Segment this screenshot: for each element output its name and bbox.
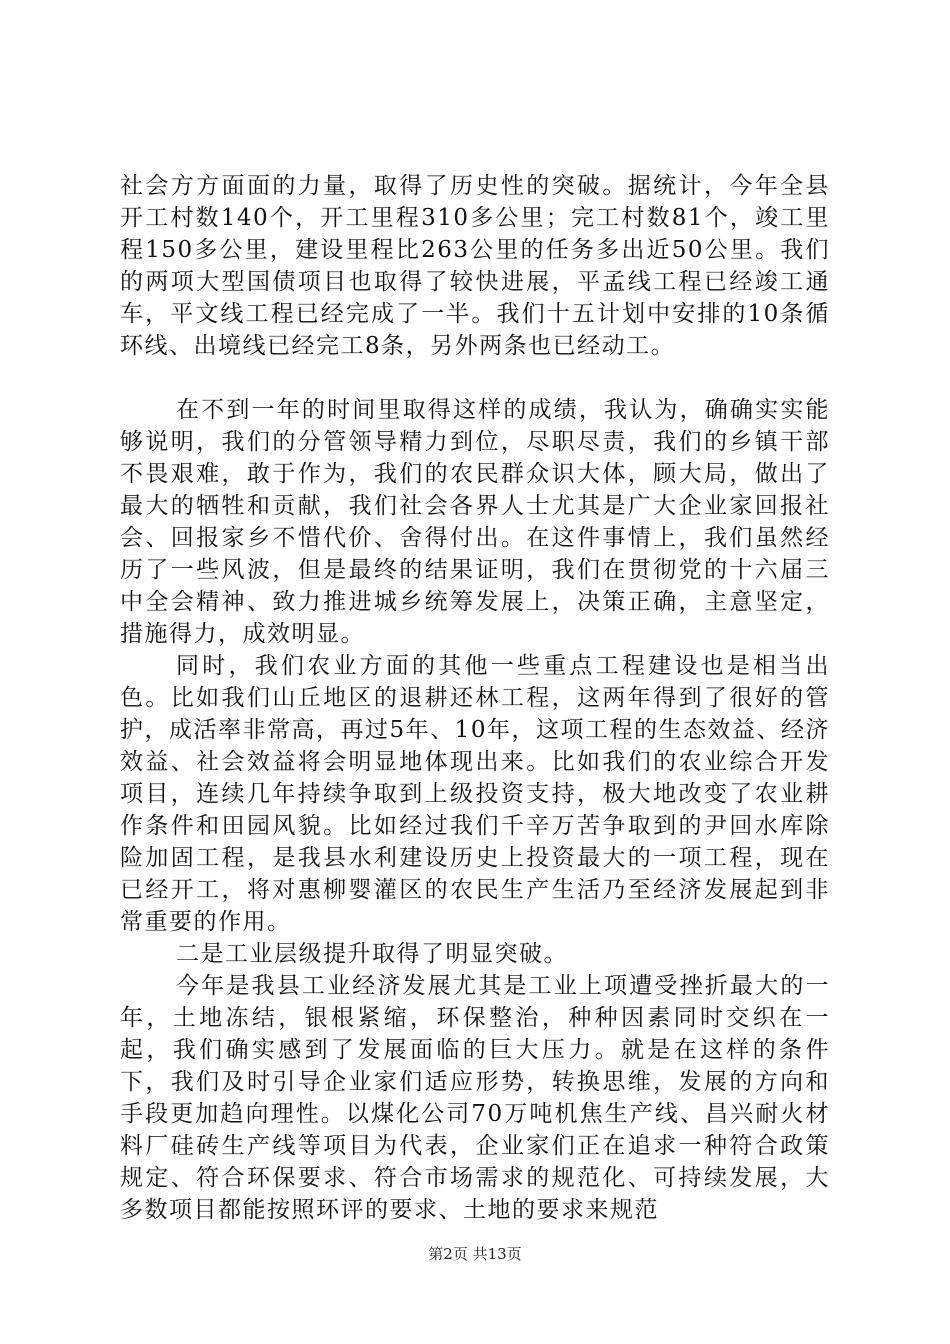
paragraph-achievements: 在不到一年的时间里取得这样的成绩，我认为，确确实实能够说明，我们的分管领导精力到位，尽职尽责，我们的乡镇干部不畏艰难，敢于作为，我们的农民群众识大体，顾大局，做出了最大的牺牲和贡献，我们社会各界人士尤其是广大企业家回报社会、回报家乡不惜代价、舍得付出。在这件事情上，我们虽然经历了一些风波，但是最终的结果证明，我们在贯彻党的十六届三中全会精神、致力推进城乡统筹发展上，决策正确，主意坚定，措施得力，成效明显。 — [120, 397, 830, 647]
document-body — [120, 170, 830, 1226]
paragraph-road-construction: 社会方方面面的力量，取得了历史性的突破。据统计，今年全县开工村数140个，开工里程310多公里；完工村数81个，竣工里程150多公里，建设里程比263公里的任务多出近50公里。我们的两项大型国债项目也取得了较快进展，平孟线工程已经竣工通车，平文线工程已经完成了一半。我们十五计划中安排的10条循环线、出境线已经完工8条，另外两条也已经动工。 — [120, 173, 830, 359]
section-heading-industry: 二是工业层级提升取得了明显突破。 — [176, 941, 568, 967]
paragraph-agriculture-projects: 同时，我们农业方面的其他一些重点工程建设也是相当出色。比如我们山丘地区的退耕还林工程，这两年得到了很好的管护，成活率非常高，再过5年、10年，这项工程的生态效益、经济效益、社会效益将会明显地体现出来。比如我们的农业综合开发项目，连续几年持续争取到上级投资支持，极大地改变了农业耕作条件和田园风貌。比如经过我们千辛万苦争取到的尹回水库除险加固工程，是我县水利建设历史上投资最大的一项工程，现在已经开工，将对惠柳婴灌区的农民生产生活乃至经济发展起到非常重要的作用。 — [120, 653, 830, 935]
page-number-footer: 第2页 共13页 — [428, 1245, 522, 1263]
paragraph-industry: 今年是我县工业经济发展尤其是工业上项遭受挫折最大的一年，土地冻结，银根紧缩，环保整治，种种因素同时交织在一起，我们确实感到了发展面临的巨大压力。就是在这样的条件下，我们及时引导企业家们适应形势，转换思维，发展的方向和手段更加趋向理性。以煤化公司70万吨机焦生产线、昌兴耐火材料厂硅砖生产线等项目为代表，企业家们正在追求一种符合政策规定、符合环保要求、符合市场需求的规范化、可持续发展，大多数项目都能按照环评的要求、土地的要求来规范 — [120, 973, 830, 1223]
paragraph-gap — [120, 362, 830, 394]
